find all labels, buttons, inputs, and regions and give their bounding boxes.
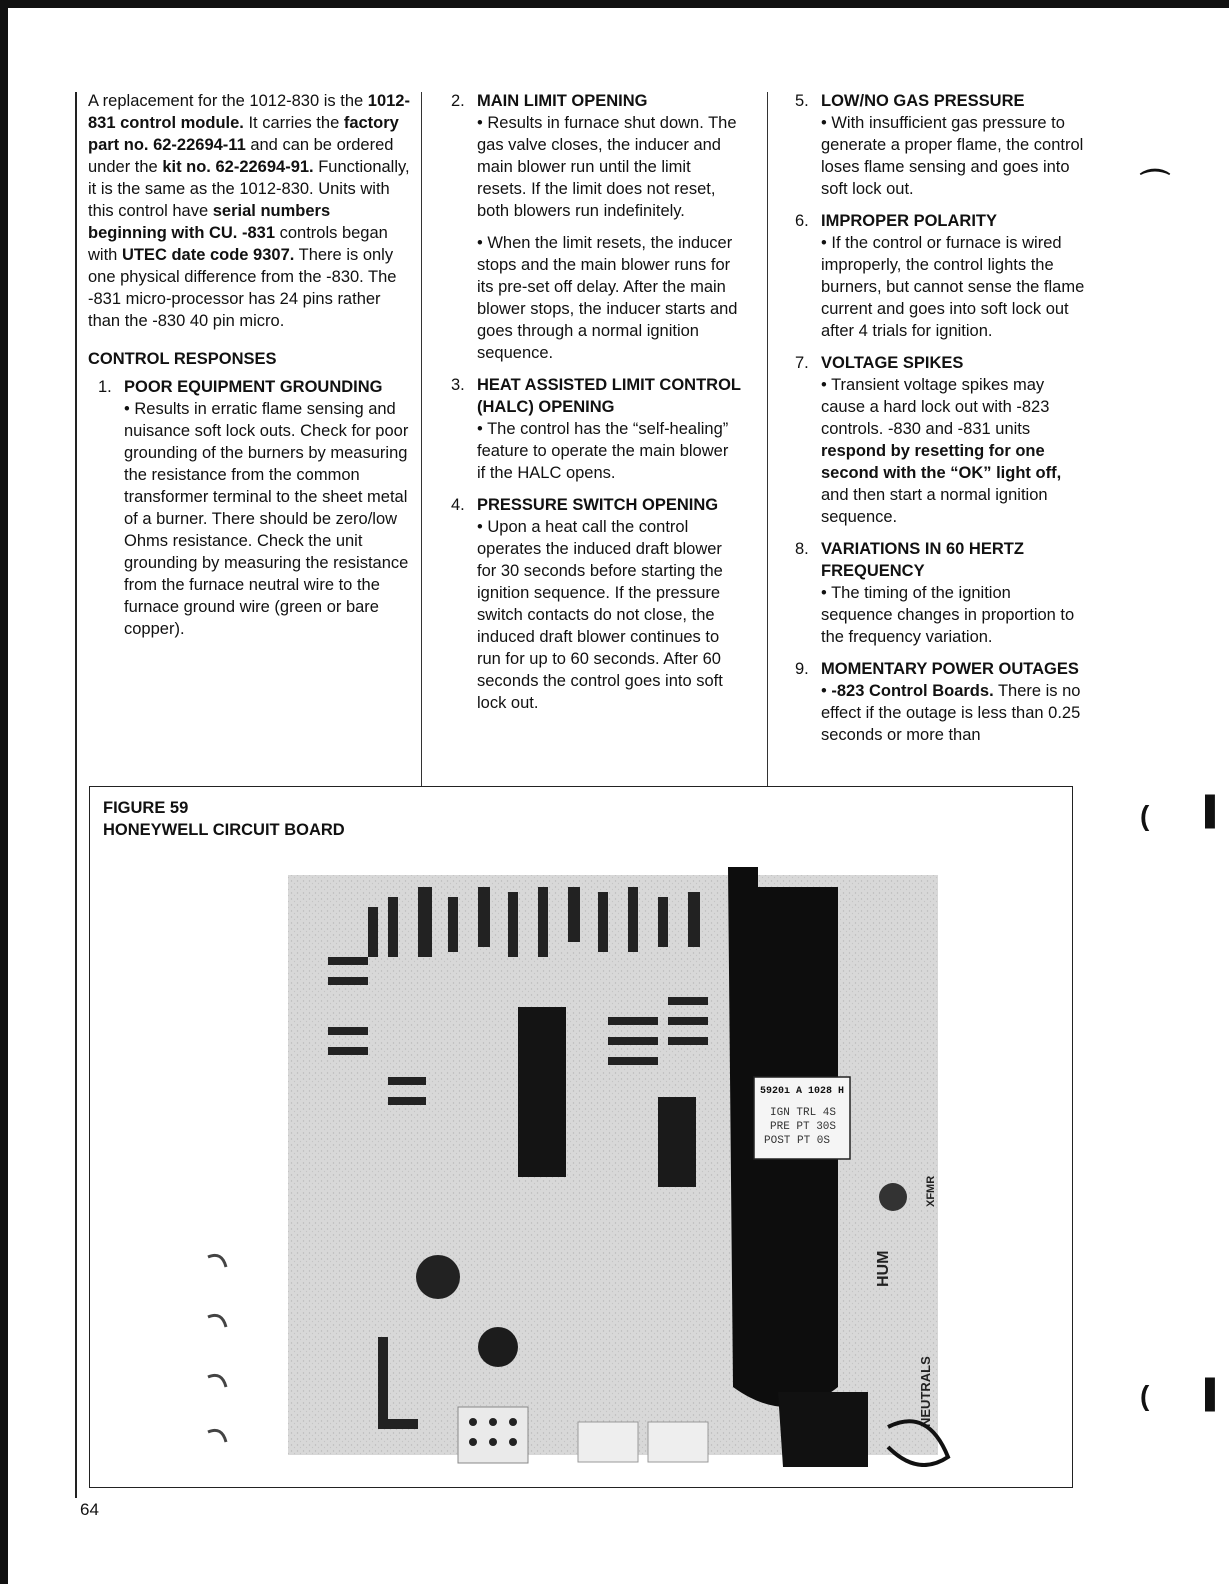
column-2: [441, 90, 741, 724]
relay-label-line: POST PT 0S: [764, 1135, 831, 1147]
text-run: controls began with: [88, 224, 388, 264]
text-run: and can be ordered under the: [88, 136, 394, 176]
scan-mark: ⌒: [1140, 169, 1170, 202]
bracket: [378, 1337, 388, 1429]
microcontroller-chip: [518, 1007, 566, 1177]
bold-text: factory part no. 62-22694-11: [88, 114, 399, 154]
list-item: [785, 352, 1085, 528]
item-number: 1.: [98, 378, 112, 396]
board-print: NEUTRALS: [918, 1356, 933, 1427]
item-body: • If the control or furnace is wired improperly, the control lights the burners, but cannot sense the flame current and goes into soft lock out after 4 trials for ignition.: [821, 234, 1085, 340]
item-number: 9.: [795, 660, 809, 678]
text-run: It carries the: [243, 114, 344, 132]
circuit-board-photo: [188, 867, 956, 1467]
list-item: [441, 374, 741, 484]
scan-mark: (: [1140, 800, 1150, 831]
item-title: POOR EQUIPMENT GROUNDING: [124, 378, 383, 396]
item-title: VOLTAGE SPIKES: [821, 354, 964, 372]
column-1: [88, 90, 410, 650]
figure-title: HONEYWELL CIRCUIT BOARD: [103, 821, 345, 839]
page-border-top: [0, 0, 1229, 8]
bold-text: -823 Control Boards.: [831, 682, 994, 700]
bold-text: respond by resetting for one second with the “OK” light off,: [821, 442, 1062, 482]
item-number: 4.: [451, 496, 465, 514]
intro-paragraph: [88, 90, 410, 332]
list-item: [785, 538, 1085, 648]
capacitor: [416, 1255, 460, 1299]
item-title: LOW/NO GAS PRESSURE: [821, 92, 1025, 110]
text-run: A replacement for the 1012-830 is the: [88, 92, 368, 110]
column-rule-1: [421, 92, 422, 786]
relay-label-line: PRE PT 30S: [770, 1121, 837, 1133]
item-body: [821, 374, 1085, 528]
ic-chip: [658, 1097, 696, 1187]
margin-rule: [75, 92, 77, 1498]
section-heading: CONTROL RESPONSES: [88, 350, 277, 368]
list-item: [785, 658, 1085, 746]
list-item: [785, 90, 1085, 200]
text-run: • Transient voltage spikes may cause a hard lock out with -823 controls. -830 and -831 units: [821, 376, 1050, 438]
figure-59: [89, 786, 1073, 1488]
board-print: HUM: [875, 1250, 892, 1287]
text-run: Functionally, it is the same as the 1012-830. Units with this control have: [88, 158, 410, 220]
item-number: 3.: [451, 376, 465, 394]
connector: [578, 1422, 638, 1462]
item-body: • Results in erratic flame sensing and nuisance soft lock outs. Check for poor grounding of the burners by measuring the resistance from the common transformer terminal to the sheet metal of a burner. There should be zero/low Ohms resistance. Check the unit grounding by measuring the resistance from the furnace neutral wire to the furnace ground wire (green or bare copper).: [124, 400, 409, 638]
item-body: • When the limit resets, the inducer stops and the main blower runs for its pre-set off delay. After the main blower stops, the inducer starts and goes through a normal ignition sequence.: [477, 234, 738, 362]
transformer-block: [778, 1392, 868, 1467]
capacitor: [478, 1327, 518, 1367]
item-title: PRESSURE SWITCH OPENING: [477, 496, 719, 514]
list-item: [441, 90, 741, 364]
list-item: [88, 376, 410, 640]
item-number: 6.: [795, 212, 809, 230]
board-print: XFMR: [925, 1175, 937, 1207]
figure-number: FIGURE 59: [103, 799, 189, 817]
text-run: •: [821, 682, 832, 700]
item-number: 8.: [795, 540, 809, 558]
column-rule-2: [767, 92, 768, 786]
text-run: and then start a normal ignition sequence.: [821, 486, 1048, 526]
bold-text: 1012-831 control module.: [88, 92, 410, 132]
item-title: MAIN LIMIT OPENING: [477, 92, 648, 110]
item-body: • With insufficient gas pressure to generate a proper flame, the control loses flame sensing and goes into soft lock out.: [821, 114, 1084, 198]
relay-label-line: 5920ı A 1028 H: [760, 1086, 845, 1097]
column-3: [785, 90, 1085, 756]
scan-mark: ▌: [1205, 1378, 1225, 1409]
page-border-left: [0, 0, 8, 1584]
item-number: 5.: [795, 92, 809, 110]
item-body: [821, 680, 1085, 746]
bold-text: serial numbers beginning with CU. -831: [88, 202, 331, 242]
terminal-block: [458, 1407, 528, 1463]
bold-text: kit no. 62-22694-91.: [162, 158, 314, 176]
scan-mark: (: [1140, 1380, 1150, 1411]
bold-text: UTEC date code 9307.: [121, 246, 295, 264]
list-item: [441, 494, 741, 714]
page-number: 64: [80, 1500, 99, 1519]
item-body: • The control has the “self-healing” feature to operate the main blower if the HALC opens.: [477, 420, 729, 482]
relay-label-line: IGN TRL 4S: [770, 1107, 837, 1119]
capacitor: [879, 1183, 907, 1211]
connector: [648, 1422, 708, 1462]
text-run: There is only one physical difference from the -830. The -831 micro-processor has 24 pins rather than the -830 40 pin micro.: [88, 246, 397, 330]
item-title: IMPROPER POLARITY: [821, 212, 998, 230]
scan-mark: ▌: [1205, 795, 1225, 826]
item-body: • The timing of the ignition sequence changes in proportion to the frequency variation.: [821, 584, 1075, 646]
item-number: 7.: [795, 354, 809, 372]
text-run: There is no effect if the outage is less than 0.25 seconds or more than: [821, 682, 1081, 744]
list-item: [785, 210, 1085, 342]
item-title: HEAT ASSISTED LIMIT CONTROL (HALC) OPENING: [477, 376, 741, 416]
mounting-clips: [208, 1255, 226, 1442]
figure-caption: [103, 797, 345, 841]
item-title: VARIATIONS IN 60 HERTZ FREQUENCY: [821, 540, 1024, 580]
item-title: MOMENTARY POWER OUTAGES: [821, 660, 1079, 678]
item-body: • Upon a heat call the control operates the induced draft blower for 30 seconds before starting the ignition sequence. If the pressure switch contacts do not close, the induced draft blower continues to run for up to 60 seconds. After 60 seconds the control goes into soft lock out.: [477, 518, 723, 712]
bracket: [378, 1419, 418, 1429]
item-body: • Results in furnace shut down. The gas valve closes, the inducer and main blower run until the limit resets. If the limit does not reset, both blowers run indefinitely.: [477, 114, 737, 220]
item-number: 2.: [451, 92, 465, 110]
